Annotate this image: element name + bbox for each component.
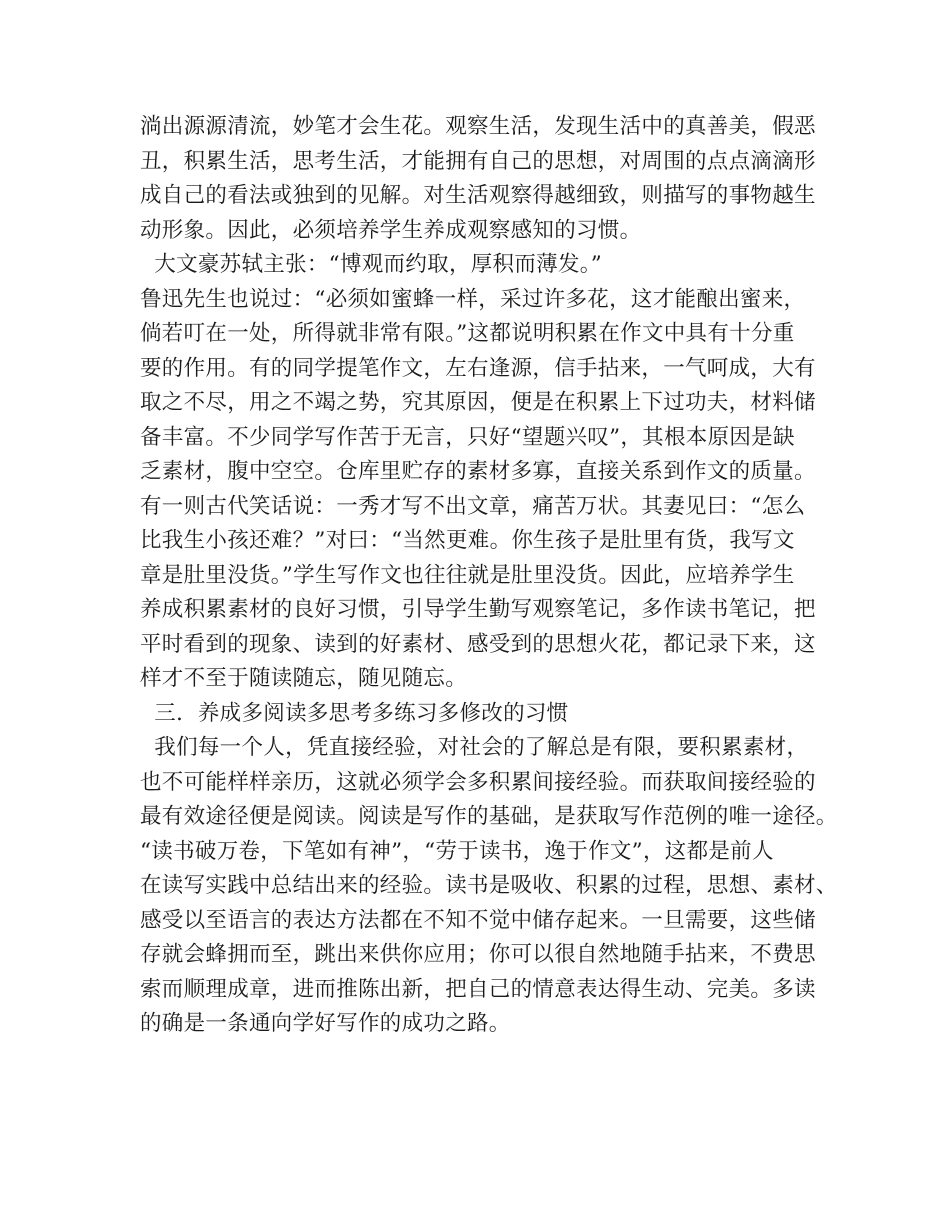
text-line: 比我生小孩还难？”对曰：“当然更难。你生孩子是肚里有货，我写文	[140, 528, 795, 553]
text-line: 样才不至于随读随忘，随见随忘。	[140, 666, 468, 691]
text-line: 感受以至语言的表达方法都在不知不觉中储存起来。一旦需要，这些储	[140, 907, 816, 933]
text-line: 大文豪苏轼主张：“博观而约取，厚积而薄发。”	[140, 252, 603, 277]
text-line: 的确是一条通向学好写作的成功之路。	[140, 1011, 511, 1036]
section-heading: 三．养成多阅读多思考多练习多修改的习惯	[140, 700, 569, 726]
text-line: 章是肚里没货。”学生写作文也往往就是肚里没货。因此，应培养学生	[140, 562, 795, 588]
text-line: 乏素材，腹中空空。仓库里贮存的素材多寡，直接关系到作文的质量。	[140, 459, 816, 484]
text-line: 也不可能样样亲历，这就必须学会多积累间接经验。而获取间接经验的	[140, 769, 816, 795]
text-line: 养成积累素材的良好习惯，引导学生勤写观察笔记，多作读书笔记，把	[140, 597, 816, 622]
text-line: 我们每一个人，凭直接经验，对社会的了解总是有限，要积累素材，	[140, 735, 809, 760]
text-line: 倘若叮在一处，所得就非常有限。”这都说明积累在作文中具有十分重	[140, 321, 795, 346]
text-line: 动形象。因此，必须培养学生养成观察感知的习惯。	[140, 217, 642, 243]
text-line: 成自己的看法或独到的见解。对生活观察得越细致，则描写的事物越生	[140, 183, 816, 208]
text-line: 要的作用。有的同学提笔作文，左右逢源，信手拈来，一气呵成，大有	[140, 355, 816, 381]
text-line: 在读写实践中总结出来的经验。读书是吸收、积累的过程，思想、素材、	[140, 873, 838, 898]
text-line: 平时看到的现象、读到的好素材、感受到的思想火花，都记录下来，这	[140, 631, 816, 657]
text-line: 索而顺理成章，进而推陈出新，把自己的情意表达得生动、完美。多读	[140, 976, 816, 1002]
text-line: 有一则古代笑话说：一秀才写不出文章，痛苦万状。其妻见曰：“怎么	[140, 493, 806, 519]
text-line: 丑，积累生活，思考生活，才能拥有自己的思想，对周围的点点滴滴形	[140, 148, 816, 174]
text-line: 备丰富。不少同学写作苦于无言，只好“望题兴叹”，其根本原因是缺	[140, 424, 795, 450]
text-line: 取之不尽，用之不竭之势，究其原因，便是在积累上下过功夫，材料储	[140, 390, 816, 415]
text-line: “读书破万卷，下笔如有神”，“劳于读书，逸于作文”，这都是前人	[140, 838, 774, 864]
body-text	[140, 110, 840, 1042]
text-line: 鲁迅先生也说过：“必须如蜜蜂一样，采过许多花，这才能酿出蜜来，	[140, 286, 806, 312]
text-line: 最有效途径便是阅读。阅读是写作的基础，是获取写作范例的唯一途径。	[140, 804, 838, 829]
text-line: 存就会蜂拥而至，跳出来供你应用；你可以很自然地随手拈来，不费思	[140, 942, 816, 967]
text-line: 淌出源源清流，妙笔才会生花。观察生活，发现生活中的真善美，假恶	[140, 114, 816, 139]
